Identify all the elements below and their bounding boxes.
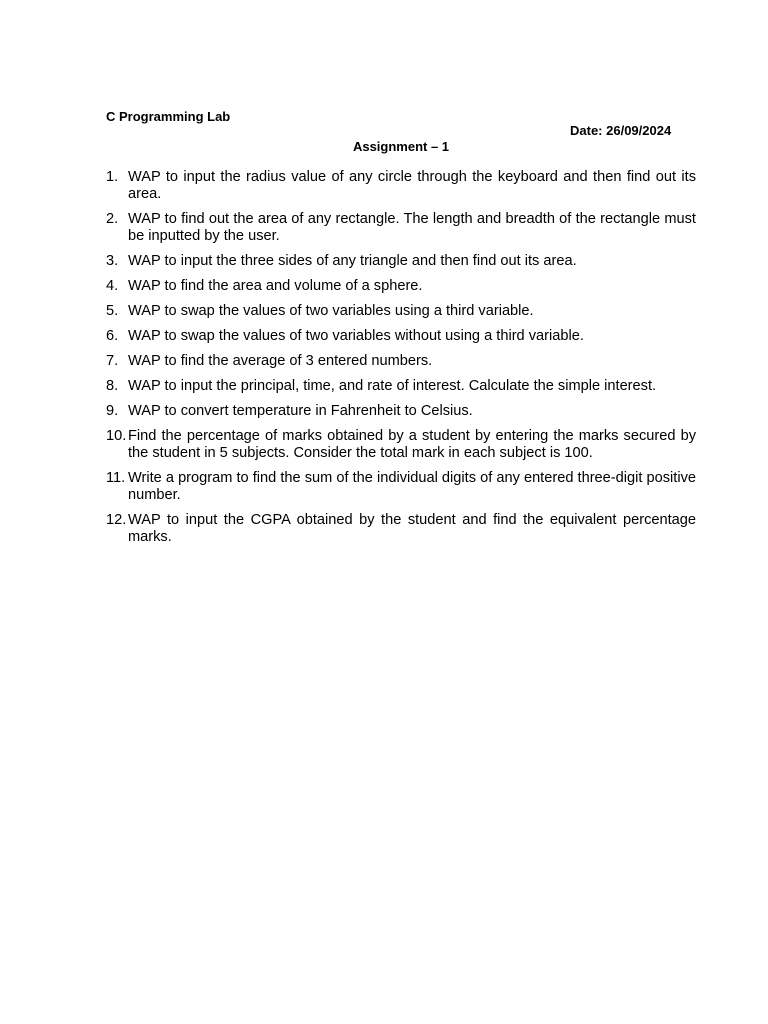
question-text: WAP to find the average of 3 entered numbers. (128, 353, 433, 369)
question-text: WAP to input the radius value of any circle through the keyboard and then find out its area. (128, 169, 696, 202)
question-text: Find the percentage of marks obtained by a student by entering the marks secured by the student in 5 subjects. Consider the total mark in each subject is 100. (128, 428, 696, 461)
question-item-12 (106, 512, 696, 546)
question-text: WAP to swap the values of two variables without using a third variable. (128, 328, 584, 344)
document-date: Date: 26/09/2024 (570, 123, 672, 138)
question-number: 9. (106, 403, 119, 419)
question-item-1 (106, 169, 696, 203)
question-item-11 (106, 470, 696, 504)
question-number: 6. (106, 328, 119, 344)
question-text: WAP to input the principal, time, and rate of interest. Calculate the simple interest. (128, 378, 657, 394)
question-number: 10. (106, 428, 127, 444)
question-item-3 (106, 253, 696, 270)
question-number: 7. (106, 353, 119, 369)
question-item-6 (106, 328, 696, 345)
question-text: Write a program to find the sum of the individual digits of any entered three-digit positive number. (128, 470, 696, 503)
question-number: 11. (106, 470, 126, 486)
question-number: 3. (106, 253, 119, 269)
question-item-10 (106, 428, 696, 462)
assignment-title: Assignment – 1 (352, 139, 450, 154)
question-item-4 (106, 278, 696, 295)
question-text: WAP to swap the values of two variables using a third variable. (128, 303, 534, 319)
question-list (106, 169, 696, 554)
question-text: WAP to convert temperature in Fahrenheit to Celsius. (128, 403, 473, 419)
question-text: WAP to find the area and volume of a sphere. (128, 278, 423, 294)
question-number: 8. (106, 378, 119, 394)
question-number: 12. (106, 512, 127, 528)
question-item-9 (106, 403, 696, 420)
question-item-8 (106, 378, 696, 395)
question-text: WAP to input the CGPA obtained by the student and find the equivalent percentage marks. (128, 512, 696, 545)
question-number: 5. (106, 303, 119, 319)
question-item-5 (106, 303, 696, 320)
question-text: WAP to find out the area of any rectangle. The length and breadth of the rectangle must be inputted by the user. (128, 211, 696, 244)
question-number: 2. (106, 211, 119, 227)
question-number: 4. (106, 278, 119, 294)
question-item-7 (106, 353, 696, 370)
question-number: 1. (106, 169, 119, 185)
lab-title: C Programming Lab (106, 109, 231, 124)
question-text: WAP to input the three sides of any triangle and then find out its area. (128, 253, 577, 269)
question-item-2 (106, 211, 696, 245)
